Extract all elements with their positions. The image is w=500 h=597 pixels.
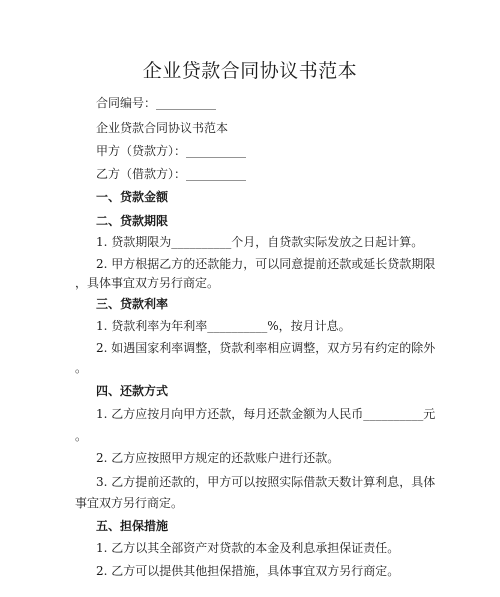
section-3-item-1: 1. 贷款利率为年利率__________%，按月计息。 — [96, 319, 351, 333]
section-4-heading: 四、还款方式 — [96, 384, 169, 398]
section-2-item-1: 1. 贷款期限为__________个月，自贷款实际发放之日起计算。 — [96, 235, 424, 249]
section-4-item-3-line-1: 3. 乙方提前还款的，甲方可以按照实际借款天数计算利息，具体 — [96, 475, 436, 489]
section-5-item-1: 1. 乙方以其全部资产对贷款的本金及利息承担保证责任。 — [96, 541, 400, 555]
section-3-item-2-line-2: 。 — [75, 361, 88, 375]
section-5-item-2: 2. 乙方可以提供其他担保措施，具体事宜双方另行商定。 — [96, 564, 400, 578]
section-3-heading: 三、贷款利率 — [96, 297, 169, 311]
document-title: 企业贷款合同协议书范本 — [142, 60, 358, 82]
section-5-heading: 五、担保措施 — [96, 519, 169, 533]
section-2-item-2-line-1: 2. 甲方根据乙方的还款能力，可以同意提前还款或延长贷款期限 — [96, 257, 436, 271]
section-4-item-1-line-1: 1. 乙方应按月向甲方还款，每月还款金额为人民币__________元 — [96, 407, 436, 421]
document-subtitle: 企业贷款合同协议书范本 — [96, 121, 229, 135]
section-2-item-2-line-2: ，具体事宜双方另行商定。 — [75, 276, 220, 290]
party-b-line: 乙方（借款方）：__________ — [96, 167, 247, 181]
contract-number: 合同编号：__________ — [96, 96, 217, 110]
section-4-item-2: 2. 乙方应按照甲方规定的还款账户进行还款。 — [96, 451, 340, 465]
section-1-heading: 一、贷款金额 — [96, 190, 169, 204]
party-a-line: 甲方（贷款方）：__________ — [96, 144, 247, 158]
section-4-item-1-line-2: 。 — [75, 429, 88, 443]
section-2-heading: 二、贷款期限 — [96, 214, 169, 228]
section-3-item-2-line-1: 2. 如遇国家利率调整，贷款利率相应调整，双方另有约定的除外 — [96, 341, 436, 355]
section-4-item-3-line-2: 事宜双方另行商定。 — [75, 496, 184, 510]
